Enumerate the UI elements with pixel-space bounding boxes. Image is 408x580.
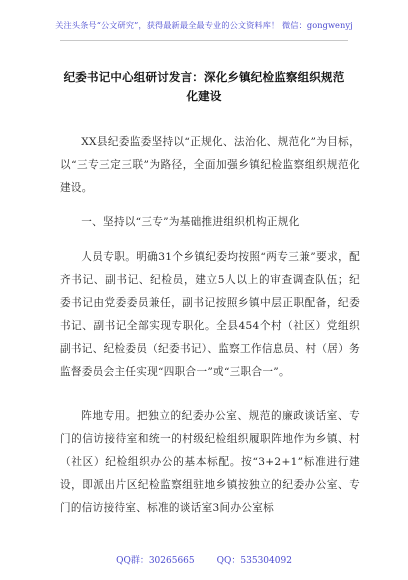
footer-contact	[0, 553, 408, 566]
header-divider	[60, 40, 348, 41]
section-heading-1: 一、坚持以“三专”为基础推进组织机构正规化	[81, 216, 300, 228]
intro-paragraph: XX县纪委监委坚持以“正规化、法治化、规范化”为目标，以“三专三定三联”为路径，全面加强乡镇纪检监察组织规范化建设。	[60, 136, 360, 194]
header-banner[interactable]: 关注头条号“公文研究”，获得最新最全最专业的公文资料库！ 微信：gongwenyj	[55, 20, 353, 30]
document-title: 纪委书记中心组研讨发言：深化乡镇纪检监察组织规范化建设	[63, 70, 345, 103]
footer-qq-group[interactable]: QQ群：30265665	[116, 556, 195, 566]
footer-qq[interactable]: QQ：535304092	[216, 556, 292, 566]
paragraph-staffing: 人员专职。明确31个乡镇纪委均按照“两专三兼”要求，配齐书记、副书记、纪检员，建立5人以上的审查调查队伍；纪委书记由党委委员兼任，副书记按照乡镇中层正职配备，纪委书记、副书记全部实现专职化。全县454个村（社区）党组织副书记、纪检委员（纪委书记）、监察工作信息员、村（居）务监督委员会主任实现“四职合一”或“三职合一”。	[60, 251, 360, 378]
paragraph-facilities: 阵地专用。把独立的纪委办公室、规范的廉政谈话室、专门的信访接待室和统一的村级纪检组织履职阵地作为乡镇、村（社区）纪检组织办公的基本标配。按“3+2+1”标准进行建设，即派出片区纪检监察组驻地乡镇按独立的纪委办公室、专门的信访接待室、标准的谈话室3间办公室标	[60, 410, 360, 514]
